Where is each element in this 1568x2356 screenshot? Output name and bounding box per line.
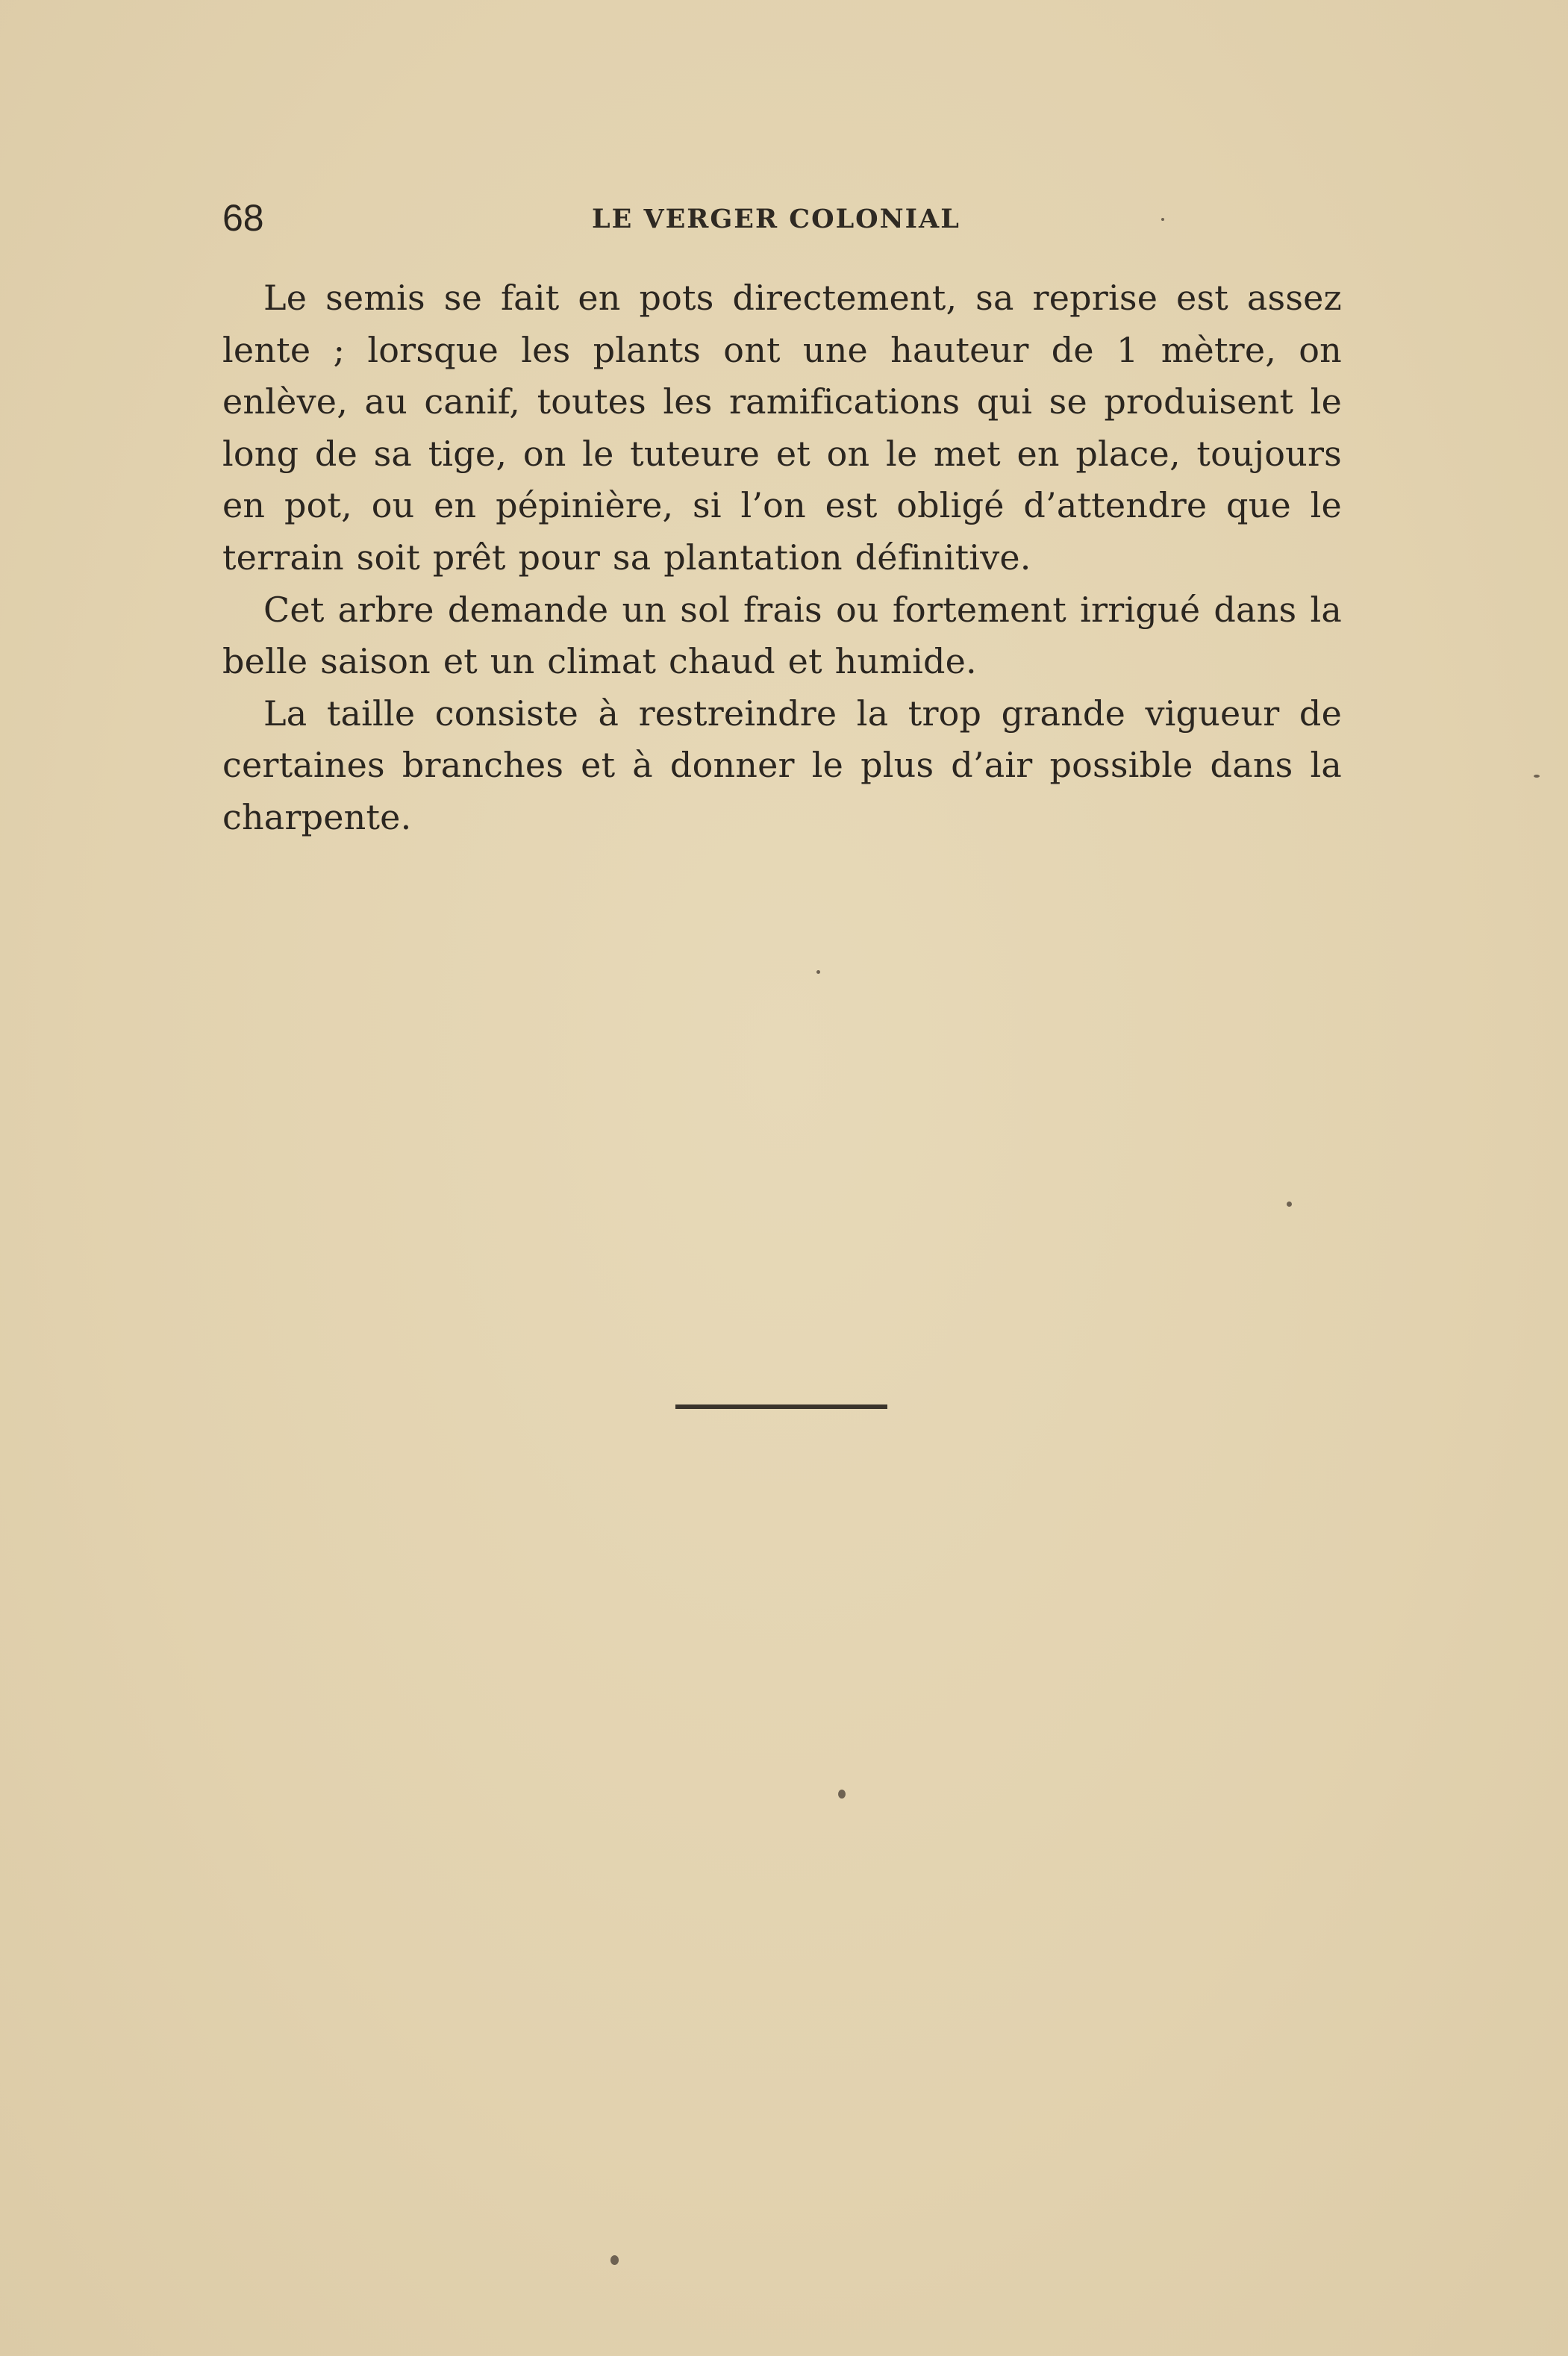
paragraph-pruning: La taille consiste à restreindre la trop grande vigueur de certaines branches et à donner le plus d’air possible dans la charpente. <box>222 693 1342 837</box>
scan-speck <box>816 970 820 974</box>
body-text <box>222 272 1342 844</box>
page-header <box>222 196 1342 240</box>
section-end-rule <box>675 1404 887 1409</box>
running-title: LE VERGER COLONIAL <box>592 204 961 234</box>
paragraph-sowing: Le semis se fait en pots directement, sa reprise est assez lente ; lorsque les plants ont une hauteur de 1 mètre, on enlève, au canif, toutes les ramifications qui se produisent le long de sa tige, on le tuteure et on le met en place, toujours en pot, ou en pépinière, si l’on est obligé d’attendre que le terrain soit prêt pour sa plantation définitive. <box>222 278 1342 578</box>
page-number: 68 <box>222 197 264 239</box>
scan-speck <box>610 2255 619 2265</box>
paragraph-soil-climate: Cet arbre demande un sol frais ou fortement irrigué dans la belle saison et un climat chaud et humide. <box>222 589 1342 682</box>
scan-speck <box>1534 775 1540 778</box>
scan-speck <box>1287 1202 1292 1207</box>
scan-speck <box>838 1790 846 1799</box>
scan-speck <box>1161 218 1164 221</box>
